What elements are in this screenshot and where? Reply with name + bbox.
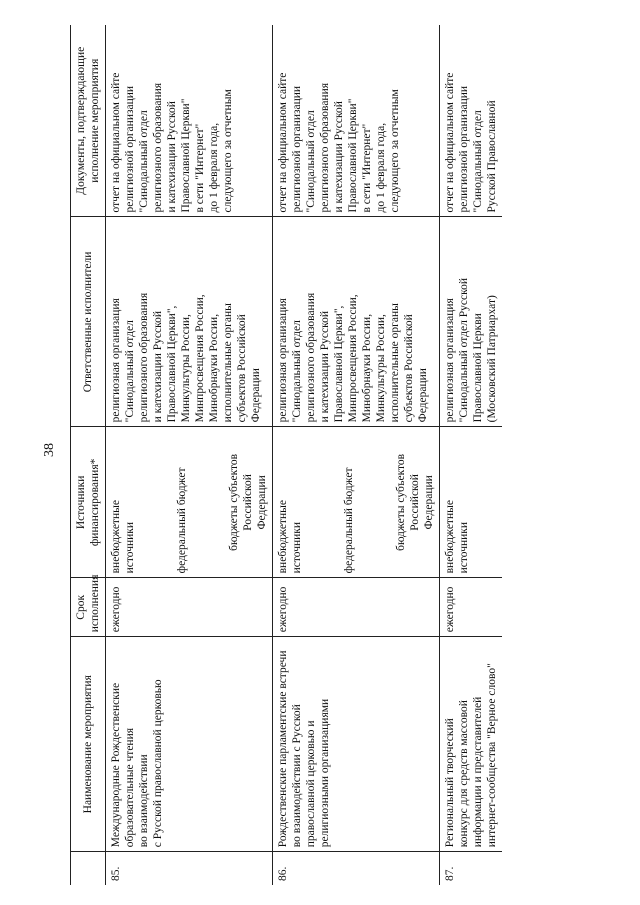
header-responsible: Ответственные исполнители: [71, 217, 106, 427]
table-row: [273, 25, 440, 885]
event-responsible: религиозная организация "Синодальный отдел Русской Православной Церкви (Московский Патриархат): [440, 217, 503, 427]
source-federal: федеральный бюджет: [176, 467, 189, 574]
row-number: 87.: [444, 866, 457, 881]
header-num: [71, 852, 106, 885]
event-name: Рождественские парламентские встречи во взаимодействии с Русской православной церковью и религиозными организациями: [273, 637, 440, 852]
header-documents: Документы, подтверждающие исполнение мероприятия: [71, 25, 106, 217]
source-federal: федеральный бюджет: [343, 467, 356, 574]
event-sources: [273, 427, 440, 578]
page-number: 38: [42, 443, 57, 457]
event-name: Международные Рождественские образовательные чтения во взаимодействии с Русской православной церковью: [106, 637, 273, 852]
event-sources: [440, 427, 503, 578]
event-name: Региональный творческий конкурс для средств массовой информации и представителей интернет-сообщества "Верное слово": [440, 637, 503, 852]
table-row: [106, 25, 273, 885]
event-responsible: религиозная организация "Синодальный отдел религиозного образования и катехизации Русской Православной Церкви", Минкультуры России, Минпросвещения России, Минобрнауки России, исполнительные органы субъектов Российской Федерации: [106, 217, 273, 427]
header-name: Наименование мероприятия: [71, 637, 106, 852]
source-offbudget: внебюджетные источники: [277, 500, 304, 574]
header-term: Срок исполнения: [71, 578, 106, 637]
event-term: ежегодно: [106, 578, 273, 637]
row-number: 85.: [106, 852, 273, 885]
source-offbudget: внебюджетные источники: [110, 500, 137, 574]
event-documents: отчет на официальном сайте религиозной организации "Синодальный отдел религиозного образования и катехизации Русской Православной Церкви" в сети "Интернет" до 1 февраля года, следующего за отчетным: [273, 25, 440, 217]
source-offbudget: внебюджетные источники: [444, 500, 471, 574]
event-documents: отчет на официальном сайте религиозной организации "Синодальный отдел Русской Православной: [440, 25, 503, 217]
table-row: [440, 25, 503, 885]
header-sources: Источники финансирования*: [71, 427, 106, 578]
events-table: [70, 25, 502, 885]
source-regional: бюджеты субъектов Российской Федерации: [228, 453, 269, 551]
event-documents: отчет на официальном сайте религиозной организации "Синодальный отдел религиозного образования и катехизации Русской Православной Церкви" в сети "Интернет" до 1 февраля года, следующего за отчетным: [106, 25, 273, 217]
rotated-table-container: [70, 25, 630, 885]
source-regional: бюджеты субъектов Российской Федерации: [395, 453, 436, 551]
table-header-row: [71, 25, 106, 885]
event-responsible: религиозная организация "Синодальный отдел религиозного образования и катехизации Русской Православной Церкви", Минпросвещения России, Минобрнауки России, Минкультуры России, исполнительные органы субъектов Российской Федерации: [273, 217, 440, 427]
event-term: ежегодно: [440, 578, 503, 637]
event-term: ежегодно: [273, 578, 440, 637]
row-number: 86.: [273, 852, 440, 885]
event-sources: [106, 427, 273, 578]
